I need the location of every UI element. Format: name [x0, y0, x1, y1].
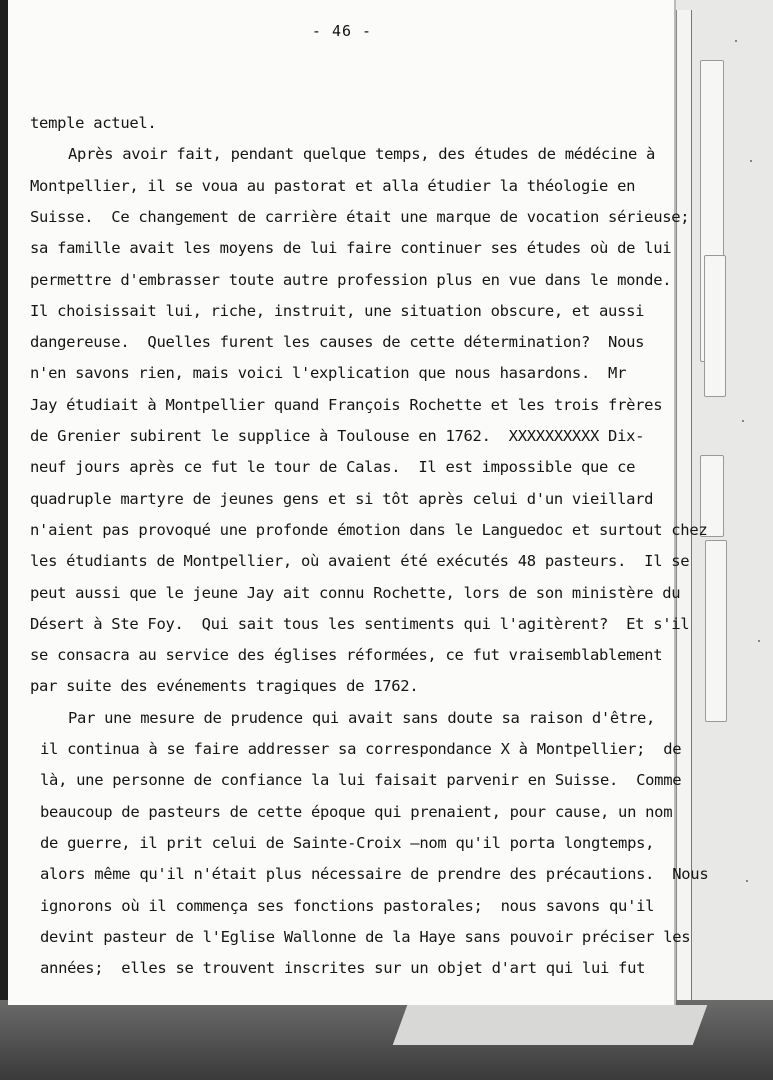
text-line: se consacra au service des églises réformées, ce fut vraisemblablement: [30, 646, 663, 665]
text-line: Suisse. Ce changement de carrière était une marque de vocation sérieuse;: [30, 207, 690, 226]
text-line: par suite des evénements tragiques de 1762.: [30, 677, 419, 696]
page-tab: [705, 540, 727, 722]
speckle: [758, 640, 760, 642]
text-line: Désert à Ste Foy. Qui sait tous les sentiments qui l'agitèrent? Et s'il: [30, 614, 690, 633]
speckle: [746, 880, 748, 882]
text-line: dangereuse. Quelles furent les causes de cette détermination? Nous: [30, 333, 645, 352]
text-line: permettre d'embrasser toute autre profession plus en vue dans le monde.: [30, 270, 672, 289]
text-line: peut aussi que le jeune Jay ait connu Rochette, lors de son ministère du: [30, 583, 681, 602]
typed-page: [8, 0, 709, 1005]
text-line: Montpellier, il se voua au pastorat et alla étudier la théologie en: [30, 176, 636, 195]
text-line: temple actuel.: [30, 114, 157, 132]
text-line: là, une personne de confiance la lui faisait parvenir en Suisse. Comme: [40, 771, 682, 790]
text-line: il continua à se faire addresser sa correspondance X à Montpellier; de: [40, 740, 682, 758]
page-tab: [704, 255, 726, 397]
text-line: sa famille avait les moyens de lui faire continuer ses études où de lui: [30, 239, 672, 258]
text-line: n'aient pas provoqué une profonde émotion dans le Languedoc et surtout chez: [30, 520, 708, 539]
text-line: beaucoup de pasteurs de cette époque qui prenaient, pour cause, un nom: [40, 802, 673, 821]
text-line: de Grenier subirent le supplice à Toulouse en 1762. XXXXXXXXXX Dix-: [30, 427, 645, 445]
speckle: [735, 40, 737, 42]
speckle: [742, 420, 744, 422]
text-line: neuf jours après ce fut le tour de Calas. Il est impossible que ce: [30, 458, 636, 477]
text-line: alors même qu'il n'était plus nécessaire de prendre des précautions. Nous: [40, 865, 709, 884]
text-line: années; elles se trouvent inscrites sur un objet d'art qui lui fut: [40, 959, 646, 978]
text-line: de guerre, il prit celui de Sainte-Croix —nom qu'il porta longtemps,: [40, 833, 655, 852]
text-line: Par une mesure de prudence qui avait sans doute sa raison d'être,: [68, 708, 656, 727]
text-line: Après avoir fait, pendant quelque temps, des études de médécine à: [68, 145, 656, 164]
paper-edge: [676, 10, 692, 1000]
text-line: devint pasteur de l'Eglise Wallonne de la Haye sans pouvoir préciser les: [40, 927, 691, 946]
page-number: - 46 -: [311, 22, 373, 40]
text-line: n'en savons rien, mais voici l'explication que nous hasardons. Mr: [30, 364, 627, 383]
speckle: [750, 160, 752, 162]
bottom-page-curl-highlight: [393, 1005, 708, 1045]
text-line: ignorons où il commença ses fonctions pastorales; nous savons qu'il: [40, 896, 655, 915]
text-line: Il choisissait lui, riche, instruit, une situation obscure, et aussi: [30, 301, 645, 320]
text-line: les étudiants de Montpellier, où avaient été exécutés 48 pasteurs. Il se: [30, 552, 690, 571]
text-line: quadruple martyre de jeunes gens et si tôt après celui d'un vieillard: [30, 489, 654, 508]
text-line: Jay étudiait à Montpellier quand François Rochette et les trois frères: [30, 395, 663, 414]
